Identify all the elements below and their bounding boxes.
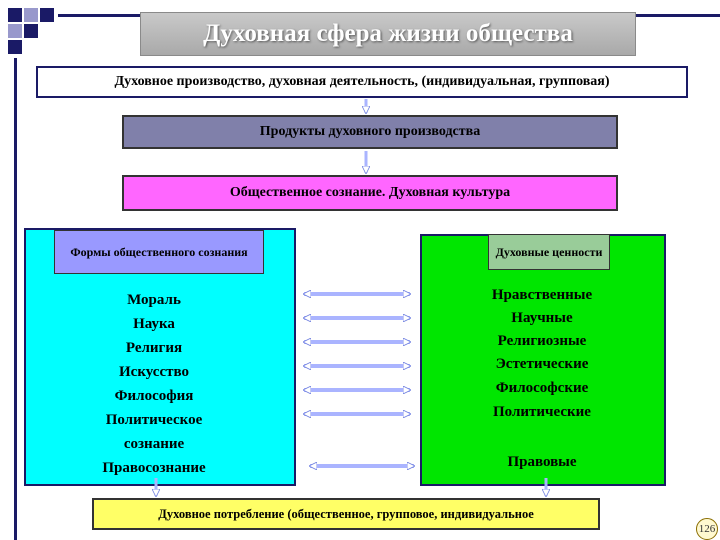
values-item-aesthetic: Эстетические: [495, 356, 589, 372]
forms-item-consciousness: сознание: [123, 436, 185, 452]
values-item-legal: Правовые: [507, 454, 577, 470]
forms-item-legal-consciousness: Правосознание: [102, 460, 206, 476]
forms-item-science: Наука: [133, 316, 175, 332]
values-item-philosophical: Философские: [495, 380, 589, 396]
production-text: Духовное производство, духовная деятельность, (индивидуальная, групповая): [114, 74, 610, 89]
forms-item-religion: Религия: [125, 340, 183, 356]
forms-item-political: Политическое: [105, 412, 203, 428]
values-item-political: Политические: [493, 404, 591, 420]
forms-label-text: Формы общественного сознания: [70, 244, 248, 259]
forms-item-morality: Мораль: [127, 292, 181, 308]
values-item-scientific: Научные: [511, 310, 573, 326]
page-number: 126: [698, 523, 716, 535]
consumption-text: Духовное потребление (общественное, групповое, индивидуальное: [158, 506, 534, 521]
values-item-moral: Нравственные: [491, 287, 593, 303]
page-title: Духовная сфера жизни общества: [203, 20, 573, 47]
forms-item-philosophy: Философия: [114, 388, 194, 404]
values-item-religious: Религиозные: [497, 333, 587, 349]
values-label-text: Духовные ценности: [495, 244, 603, 259]
consciousness-text: Общественное сознание. Духовная культура: [229, 185, 511, 200]
products-text: Продукты духовного производства: [259, 124, 481, 139]
forms-item-art: Искусство: [119, 364, 189, 380]
